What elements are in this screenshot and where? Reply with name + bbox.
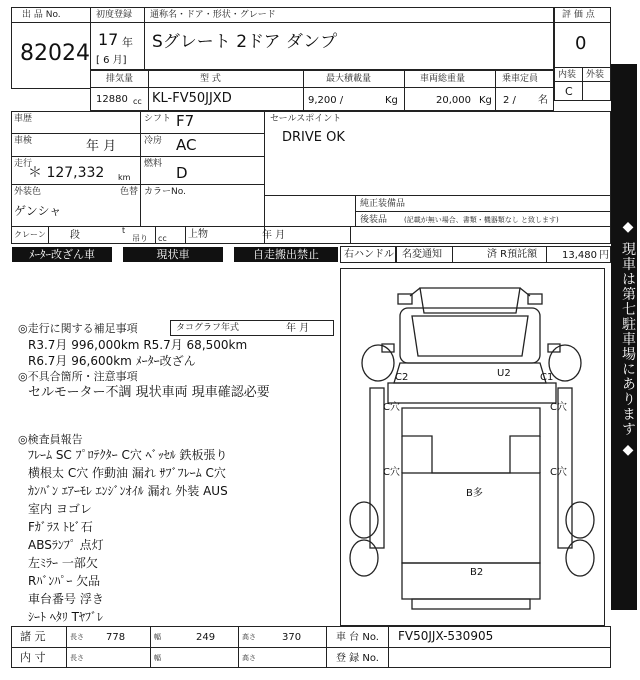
exterior-label: 外装: [586, 70, 605, 80]
diagram-label-c-hole: C穴: [550, 402, 567, 413]
diagram-label-u2: U2: [497, 368, 511, 379]
after-label: 後装品: [360, 215, 388, 225]
parking-location-banner: ◆ 現車は第七駐車場にあります ◆: [611, 64, 637, 610]
report-item: 室内 ヨゴレ: [28, 502, 92, 516]
color-change-label: 色替: [120, 187, 139, 197]
color-no-label: カラーNo.: [144, 187, 186, 197]
genuine-label: 純正装備品: [360, 199, 406, 209]
tacho-value: 年 月: [286, 323, 310, 334]
grade-label: 通称名・ドア・形状・グレード: [150, 10, 276, 20]
lot-number: 82024: [20, 41, 90, 66]
capacity: 2 /: [503, 95, 516, 106]
length-value: 778: [106, 632, 126, 643]
recycle-label: 済 R預託額: [487, 249, 538, 260]
diagram-label-c-hole: C穴: [550, 467, 567, 478]
report-item: ﾌﾚｰﾑ SC ﾌﾟﾛﾃｸﾀｰ C穴 ﾍﾞｯｾﾙ 鉄板張り: [28, 448, 228, 462]
mileage-label: 走行: [14, 159, 33, 169]
sales-value: DRIVE OK: [282, 130, 345, 145]
disp-unit: cc: [133, 97, 142, 106]
mileage-history-1: R3.7月 996,000km R5.7月 68,500km: [28, 338, 248, 352]
sales-label: セールスポイント: [270, 114, 342, 124]
inner-length-label: 長さ: [70, 654, 84, 662]
ac-value: AC: [176, 136, 197, 154]
deck-label: 上物: [188, 229, 208, 240]
mileage-unit: km: [118, 173, 131, 182]
color-label: 外装色: [14, 187, 42, 197]
interior-grade: C: [565, 85, 573, 98]
report-item: 左ﾐﾗｰ 一部欠: [28, 556, 98, 570]
crane-row: [11, 226, 351, 244]
inspector-report-title: ◎検査員報告: [18, 433, 83, 446]
eval-label: 評 価 点: [562, 10, 595, 20]
reg-no-label: 登 録 No.: [336, 653, 379, 664]
model-label: 型 式: [200, 74, 221, 84]
first-reg-label: 初度登録: [96, 10, 133, 20]
fuel-value: D: [176, 164, 188, 182]
reg-month: [ 6 月]: [96, 55, 127, 66]
ac-label: 冷房: [144, 136, 163, 146]
ton-label: t: [122, 226, 126, 235]
length-label: 長さ: [70, 633, 84, 641]
fuel-label: 燃料: [144, 159, 163, 169]
defects-line: セルモーター不調 現状車両 現車確認必要: [28, 385, 270, 400]
gross-unit: Kg: [479, 95, 492, 106]
recycle-unit: 円: [599, 250, 609, 261]
deck-value: 年 月: [262, 230, 286, 241]
lift-unit: cc: [158, 234, 167, 243]
lot-label: 出 品 No.: [22, 10, 61, 20]
inner-width-label: 幅: [154, 654, 161, 662]
reg-year-unit: 年: [122, 36, 133, 49]
diagram-label-c2: C2: [395, 372, 409, 383]
max-load: 9,200 /: [308, 95, 344, 106]
disp-label: 排気量: [106, 74, 134, 84]
inspection-value: 年 月: [86, 139, 117, 154]
load-label: 最大積載量: [326, 74, 372, 84]
height-label: 高さ: [242, 633, 256, 641]
defects-title: ◎不具合箇所・注意事項: [18, 370, 138, 383]
interior-label: 内装: [558, 70, 577, 80]
report-item: Fｶﾞﾗｽ ﾄﾋﾞ石: [28, 520, 93, 534]
dim-label: 諸 元: [20, 630, 46, 643]
mileage-value: ＊ 127,332: [28, 165, 105, 181]
diagram-label-b-many: B多: [466, 488, 483, 499]
car-name: Sグレート 2ドア ダンプ: [152, 32, 338, 52]
report-item: Rﾊﾞﾝﾊﾟｰ 欠品: [28, 574, 101, 588]
lift-label: 吊り: [132, 234, 148, 243]
driving-notes-title: ◎走行に関する補足事項: [18, 322, 138, 335]
color-value: ゲンシャ: [14, 204, 62, 218]
eval-score: 0: [575, 33, 587, 54]
crane-value: 段: [70, 230, 80, 241]
gross-label: 車両総重量: [420, 74, 466, 84]
diagram-label-b2: B2: [470, 567, 484, 578]
inner-dim-label: 内 寸: [20, 651, 46, 664]
inspection-label: 車検: [14, 136, 33, 146]
recycle-value: 13,480: [562, 250, 597, 261]
model-code: KL-FV50JJXD: [152, 91, 232, 106]
reg-year: 17: [98, 30, 119, 49]
report-item: ABSﾗﾝﾌﾟ 点灯: [28, 538, 104, 552]
history-label: 車歴: [14, 114, 33, 124]
capacity-label: 乗車定員: [502, 74, 539, 84]
inner-height-label: 高さ: [242, 654, 256, 662]
diagram-label-c-hole: C穴: [383, 402, 400, 413]
no-selfdrive-badge: 自走搬出禁止: [234, 247, 338, 262]
name-change-label: 名変通知: [402, 249, 442, 260]
width-value: 249: [196, 632, 216, 643]
report-item: 車台番号 浮き: [28, 592, 104, 606]
report-item: 横根太 C穴 作動油 漏れ ｻﾌﾞﾌﾚｰﾑ C穴: [28, 466, 226, 480]
load-unit: Kg: [385, 95, 398, 106]
shift-label: シフト: [144, 114, 172, 124]
tacho-label: タコグラフ年式: [176, 323, 240, 333]
gross-weight: 20,000: [436, 95, 471, 106]
report-item: ｼｰﾄ ﾍﾀﾘ Tﾔﾌﾞﾚ: [28, 610, 103, 624]
width-label: 幅: [154, 633, 161, 641]
after-note: (記載が無い場合、書類・機器類なし と致します): [404, 216, 559, 224]
mileage-history-2: R6.7月 96,600km ﾒｰﾀｰ改ざん: [28, 354, 196, 368]
present-condition-badge: 現状車: [123, 247, 223, 262]
diagram-label-c1: C1: [540, 372, 554, 383]
report-item: ｶﾝﾊﾞﾝ ｴｱｰﾓﾚ ｴﾝｼﾞﾝｵｲﾙ 漏れ 外装 AUS: [28, 484, 228, 498]
height-value: 370: [282, 632, 302, 643]
chassis-label: 車 台 No.: [336, 632, 379, 643]
shift-value: F7: [176, 112, 195, 130]
displacement: 12880: [96, 94, 128, 105]
meter-tampered-badge: ﾒｰﾀｰ改ざん車: [12, 247, 112, 262]
capacity-unit: 名: [538, 95, 548, 106]
crane-label: クレーン: [14, 230, 46, 239]
chassis-number: FV50JJX-530905: [398, 629, 494, 643]
steering-side: 右ハンドル: [344, 249, 394, 260]
diagram-label-c-hole: C穴: [383, 467, 400, 478]
